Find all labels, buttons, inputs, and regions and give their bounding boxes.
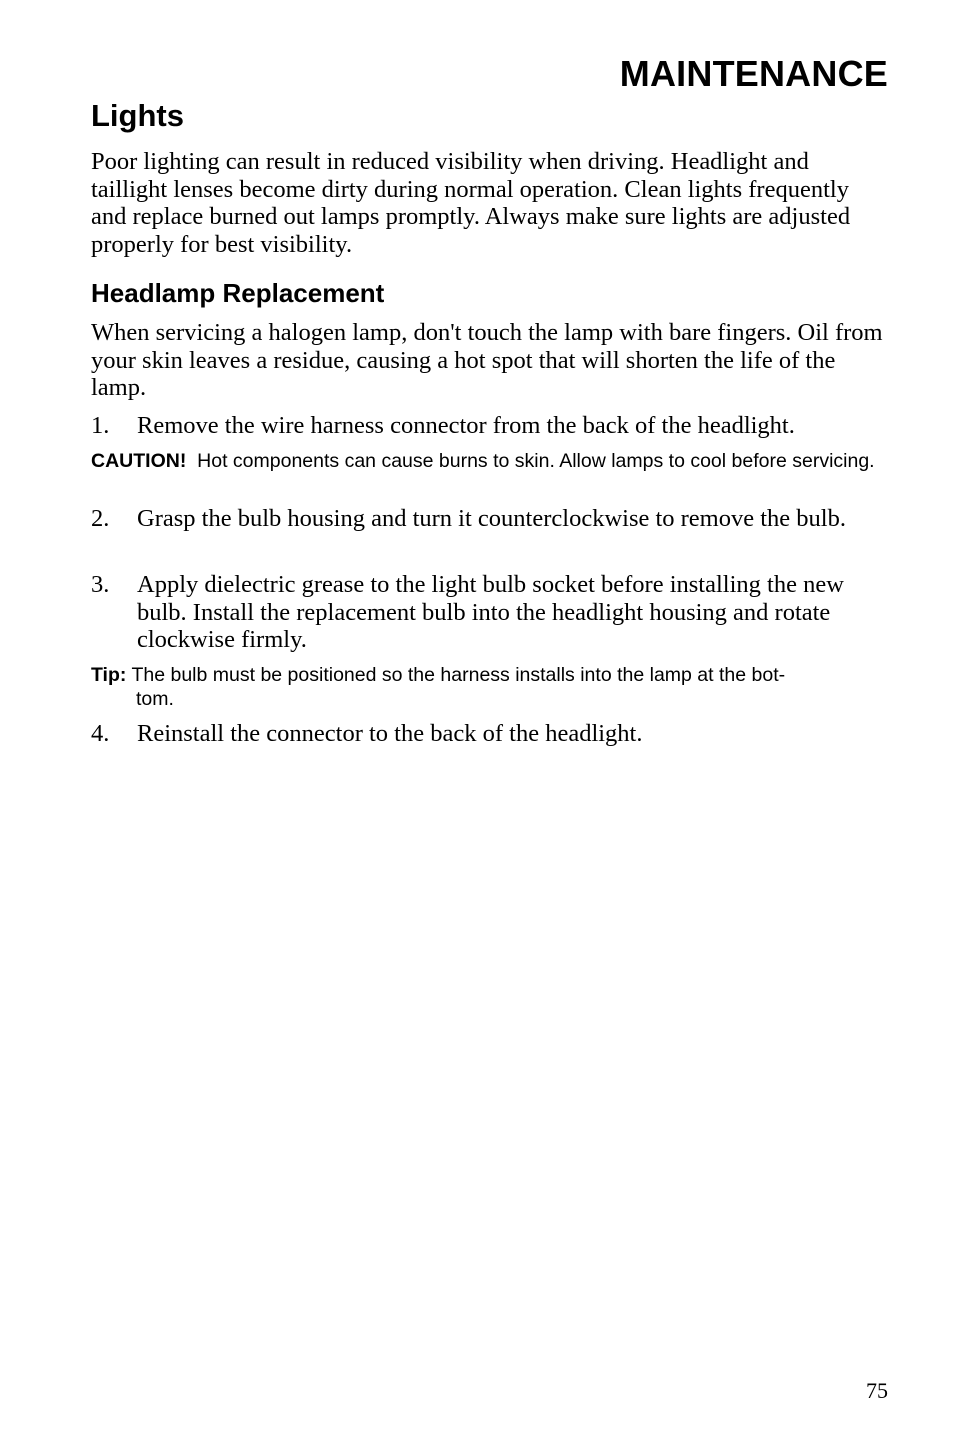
step-number: 2. — [91, 505, 110, 532]
step-3 — [91, 571, 888, 654]
step-number: 1. — [91, 412, 110, 439]
tip-text-continued: tom. — [136, 687, 174, 710]
step-number: 4. — [91, 720, 110, 747]
page-number: 75 — [866, 1378, 888, 1403]
step-text: Grasp the bulb housing and turn it counterclockwise to remove the bulb. — [137, 505, 846, 532]
step-text: Reinstall the connector to the back of the headlight. — [137, 720, 643, 747]
headlamp-replacement-heading: Headlamp Replacement — [91, 278, 385, 308]
manual-page — [91, 0, 888, 1454]
caution-label: CAUTION! — [91, 450, 187, 472]
section-title: MAINTENANCE — [619, 53, 888, 94]
step-text: Apply dielectric grease to the light bulb socket before installing the new bulb. Install the replacement bulb into the headlight housing and rotate clockwise firmly. — [137, 571, 844, 653]
tip-text: The bulb must be positioned so the harness installs into the lamp at the bot- — [131, 664, 786, 686]
step-1 — [91, 412, 888, 440]
tip-note — [91, 664, 888, 711]
caution-text: Hot components can cause burns to skin. Allow lamps to cool before servicing. — [197, 450, 875, 472]
tip-label: Tip: — [91, 664, 127, 686]
step-2 — [91, 505, 888, 533]
halogen-warning-paragraph: When servicing a halogen lamp, don't touch the lamp with bare fingers. Oil from your skin leaves a residue, causing a hot spot that will shorten the life of the lamp. — [91, 319, 883, 401]
step-4 — [91, 720, 888, 748]
caution-note — [91, 450, 888, 474]
step-text: Remove the wire harness connector from the back of the headlight. — [137, 412, 795, 439]
step-number: 3. — [91, 571, 110, 598]
lights-heading: Lights — [91, 98, 184, 133]
lights-intro-paragraph: Poor lighting can result in reduced visibility when driving. Headlight and taillight lenses become dirty during normal operation. Clean lights frequently and replace burned out lamps promptly. Always make sure lights are adjusted properly for best visibility. — [91, 148, 851, 258]
